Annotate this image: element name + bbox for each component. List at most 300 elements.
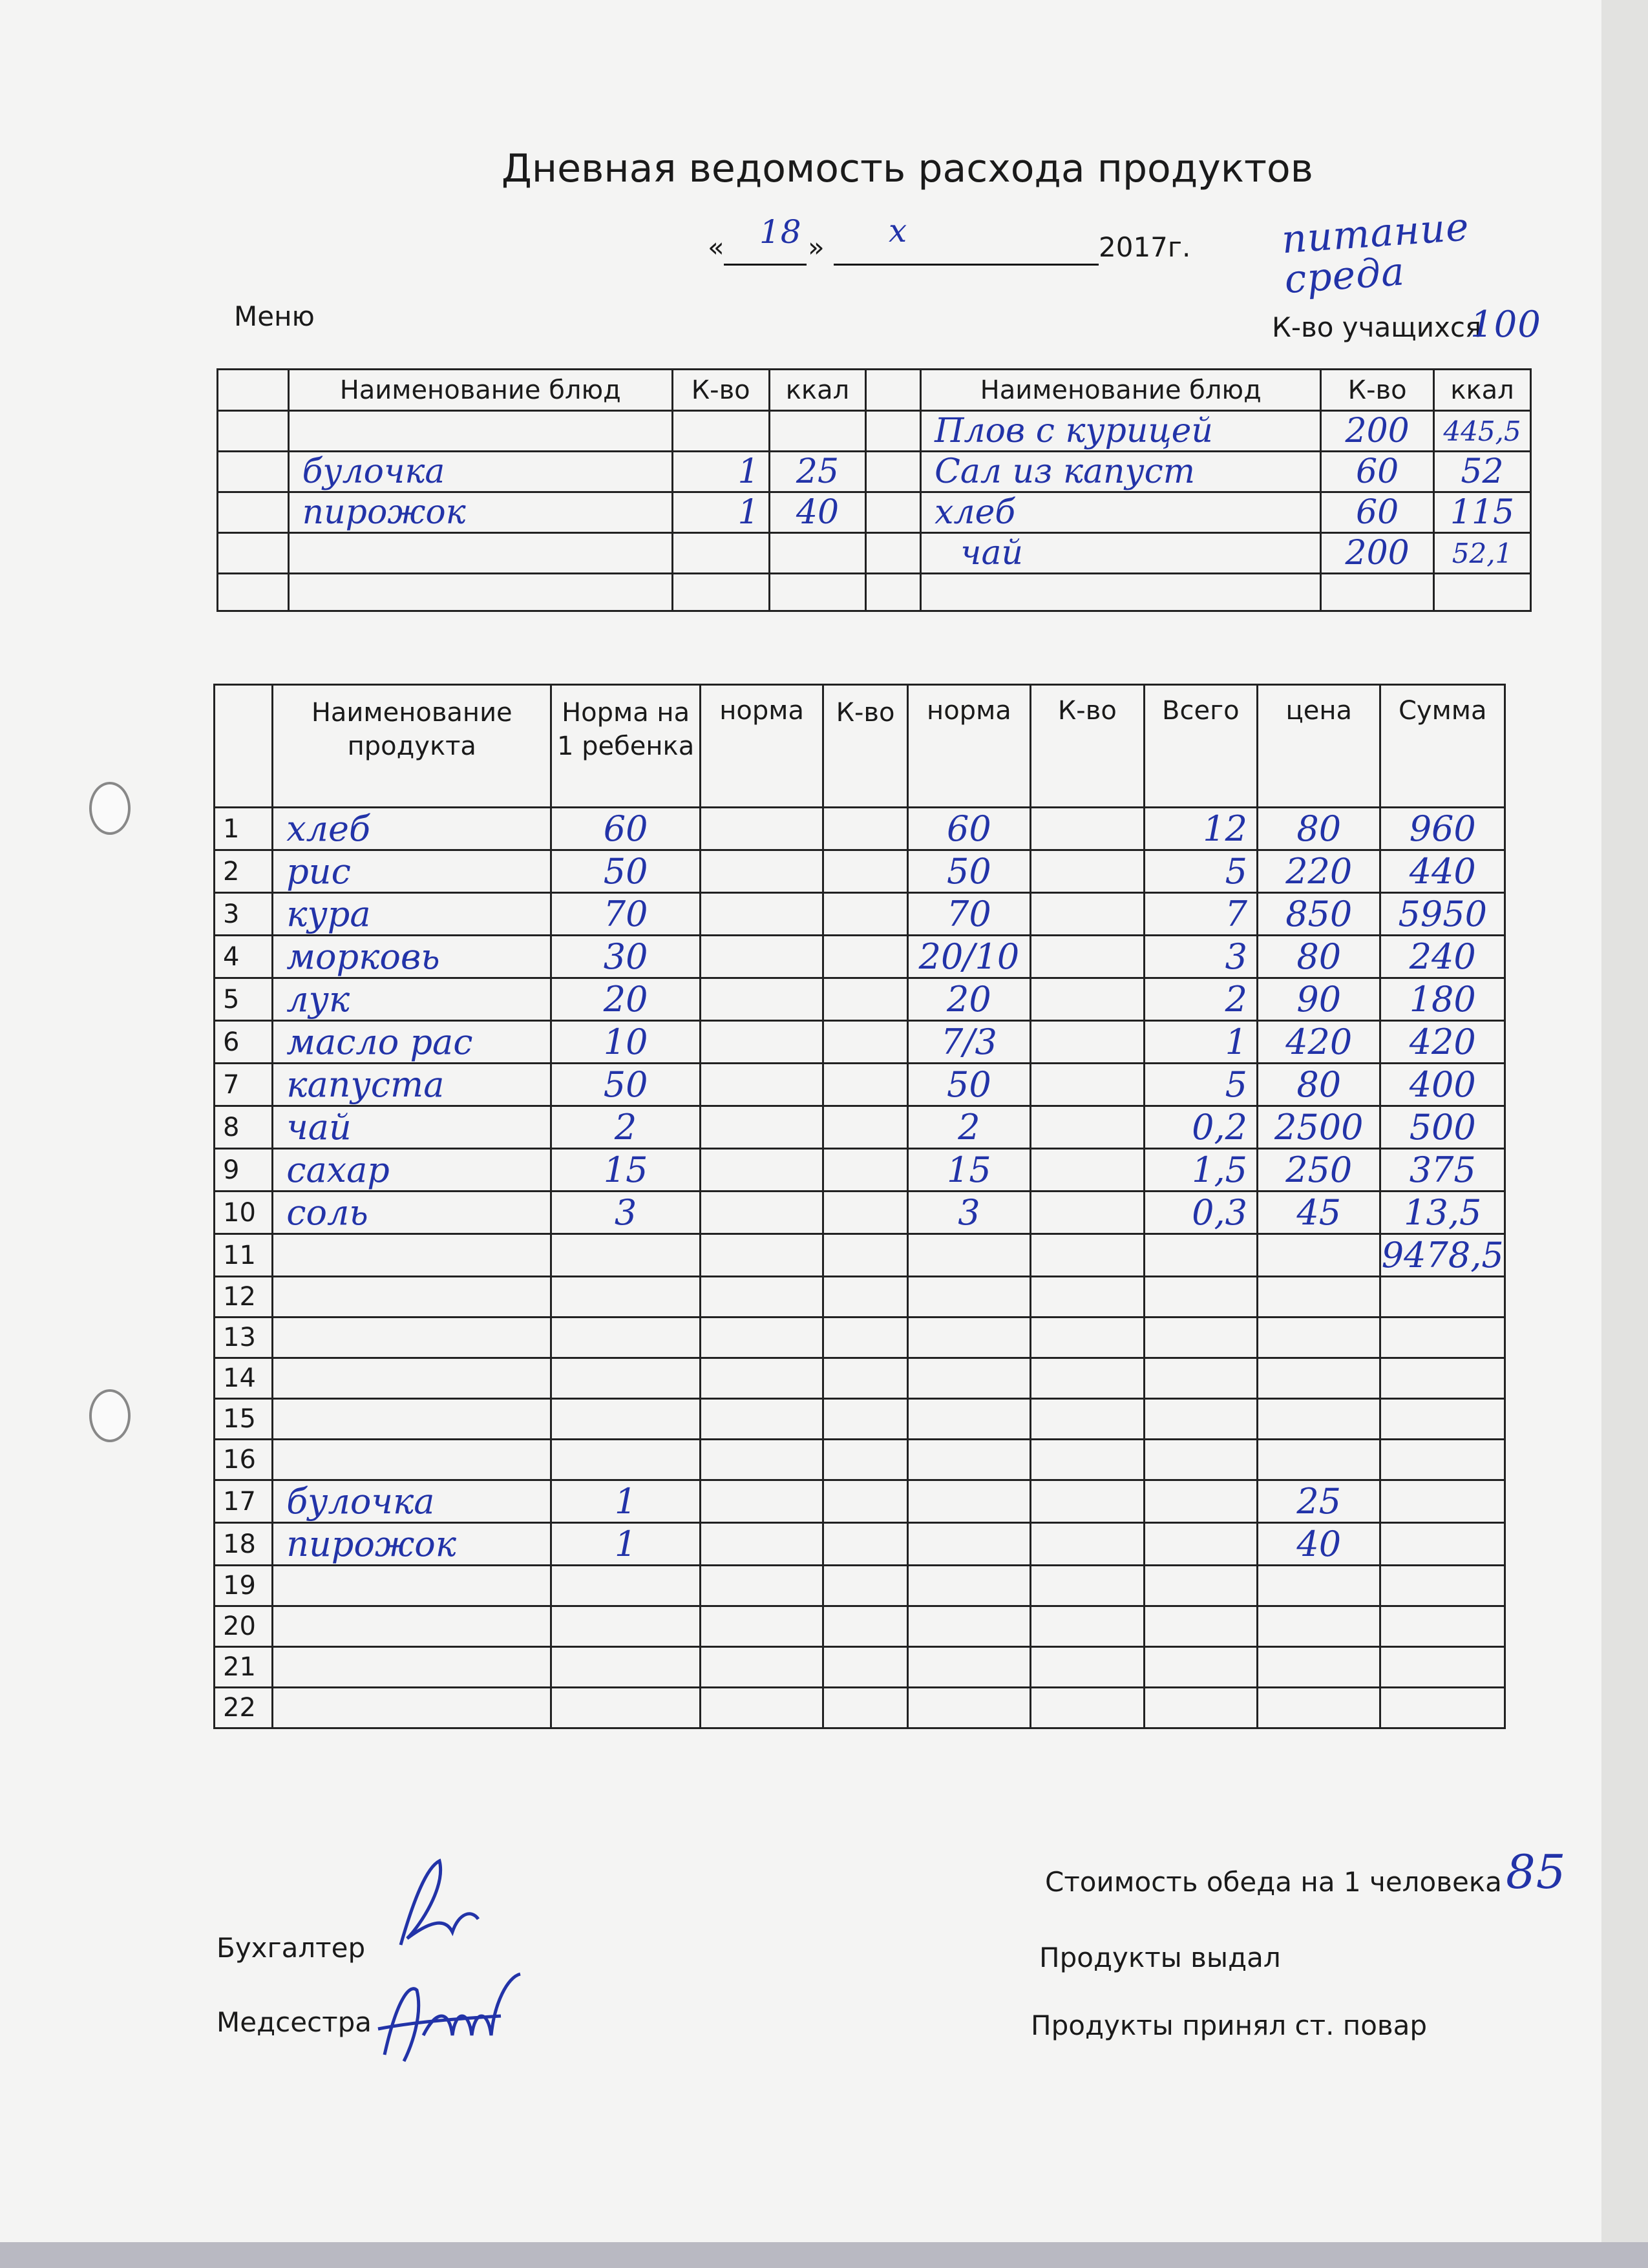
- qty-2: [1031, 1064, 1144, 1106]
- qty-1: [823, 1021, 907, 1064]
- qty-2: [1031, 850, 1144, 893]
- qty-1: [823, 1234, 907, 1277]
- products-header-product: Наименование продукта: [273, 685, 551, 808]
- sum: [1380, 1358, 1505, 1399]
- price: [1258, 1606, 1380, 1647]
- menu-row: [218, 492, 1531, 533]
- price: 45: [1258, 1192, 1380, 1234]
- sum: [1380, 1523, 1505, 1566]
- qty-2: [1031, 978, 1144, 1021]
- norm-2: [907, 1606, 1030, 1647]
- qty-1: [823, 1358, 907, 1399]
- product-name: соль: [273, 1192, 551, 1234]
- menu-dish-right: хлеб: [921, 492, 1321, 533]
- total: 5: [1144, 1064, 1257, 1106]
- total: 5: [1144, 850, 1257, 893]
- menu-row: [218, 411, 1531, 452]
- issued-label: Продукты выдал: [1039, 1942, 1281, 1973]
- menu-qty-right: 60: [1321, 492, 1434, 533]
- sum: 375: [1380, 1149, 1505, 1192]
- total: 1: [1144, 1021, 1257, 1064]
- menu-header-kcal-left: ккал: [769, 370, 866, 411]
- price: [1258, 1277, 1380, 1318]
- qty-1: [823, 936, 907, 978]
- row-number: 5: [215, 978, 273, 1021]
- product-name: пирожок: [273, 1523, 551, 1566]
- norm-2: 7/3: [907, 1021, 1030, 1064]
- total: [1144, 1358, 1257, 1399]
- products-header-qty-2: К-во: [1031, 685, 1144, 808]
- table-row: [215, 850, 1505, 893]
- menu-row-index: [218, 492, 289, 533]
- qty-1: [823, 1480, 907, 1523]
- price: [1258, 1647, 1380, 1688]
- menu-header-row: [218, 370, 1531, 411]
- menu-dish-right: Плов с курицей: [921, 411, 1321, 452]
- table-row: [215, 808, 1505, 850]
- date-day: 18: [759, 213, 802, 251]
- qty-2: [1031, 1480, 1144, 1523]
- menu-row: [218, 533, 1531, 574]
- norm-2: [907, 1440, 1030, 1480]
- norm-2: 20/10: [907, 936, 1030, 978]
- sum: [1380, 1480, 1505, 1523]
- norm-1: [700, 1021, 823, 1064]
- table-row: [215, 1566, 1505, 1606]
- qty-2: [1031, 1566, 1144, 1606]
- table-row: [215, 1480, 1505, 1523]
- qty-1: [823, 1064, 907, 1106]
- price: 850: [1258, 893, 1380, 936]
- date-quote-close: »: [808, 231, 825, 263]
- top-right-note: питание среда: [1280, 204, 1471, 303]
- students-count: 100: [1470, 304, 1541, 346]
- norm-per-child: 1: [551, 1523, 701, 1566]
- norm-2: [907, 1318, 1030, 1358]
- sum: [1380, 1688, 1505, 1728]
- norm-2: 2: [907, 1106, 1030, 1149]
- total: [1144, 1606, 1257, 1647]
- total: [1144, 1399, 1257, 1440]
- product-name: [273, 1318, 551, 1358]
- norm-per-child: [551, 1606, 701, 1647]
- sum: 9478,5: [1381, 1235, 1504, 1276]
- products-corner-cell: [215, 685, 273, 808]
- norm-2: [907, 1688, 1030, 1728]
- date-month: х: [889, 212, 908, 249]
- scan-bottom-band: [0, 2242, 1648, 2268]
- table-row: [215, 936, 1505, 978]
- table-row: [215, 1358, 1505, 1399]
- date-year: 2017г.: [1099, 231, 1191, 263]
- norm-1: [700, 1318, 823, 1358]
- row-number: 13: [215, 1318, 273, 1358]
- menu-kcal-right: 445,5: [1434, 411, 1531, 452]
- total: [1144, 1234, 1257, 1277]
- row-number: 4: [215, 936, 273, 978]
- products-header-price: цена: [1258, 685, 1380, 808]
- norm-per-child: 1: [551, 1480, 701, 1523]
- qty-1: [823, 1647, 907, 1688]
- product-name: чай: [273, 1106, 551, 1149]
- qty-2: [1031, 1234, 1144, 1277]
- norm-per-child: [551, 1318, 701, 1358]
- total: [1144, 1318, 1257, 1358]
- norm-2: 70: [907, 893, 1030, 936]
- row-number: 22: [215, 1688, 273, 1728]
- norm-per-child: [551, 1647, 701, 1688]
- product-name: [273, 1399, 551, 1440]
- norm-per-child: [551, 1277, 701, 1318]
- table-row: [215, 1277, 1505, 1318]
- norm-1: [700, 1399, 823, 1440]
- sum: 960: [1380, 808, 1505, 850]
- norm-per-child: 70: [551, 893, 701, 936]
- total: 3: [1144, 936, 1257, 978]
- price: 250: [1258, 1149, 1380, 1192]
- menu-gap-cell: [866, 492, 921, 533]
- norm-2: [907, 1647, 1030, 1688]
- menu-qty-right: 200: [1321, 533, 1434, 574]
- row-number: 14: [215, 1358, 273, 1399]
- menu-header-name-left: Наименование блюд: [288, 370, 672, 411]
- total: [1144, 1566, 1257, 1606]
- menu-dish-left: пирожок: [288, 492, 672, 533]
- menu-gap-cell: [866, 411, 921, 452]
- table-row: [215, 1318, 1505, 1358]
- norm-per-child: 2: [551, 1106, 701, 1149]
- date-month-line: [834, 233, 1099, 266]
- sum: [1380, 1399, 1505, 1440]
- products-body: [215, 808, 1505, 1728]
- norm-per-child: [551, 1399, 701, 1440]
- total: [1144, 1647, 1257, 1688]
- menu-kcal-right: 115: [1434, 492, 1531, 533]
- menu-kcal-left: [769, 533, 866, 574]
- product-name: капуста: [273, 1064, 551, 1106]
- menu-header-qty-left: К-во: [672, 370, 769, 411]
- price: 2500: [1258, 1106, 1380, 1149]
- sum: [1380, 1566, 1505, 1606]
- norm-1: [700, 1480, 823, 1523]
- menu-dish-right: [921, 574, 1321, 611]
- price: [1258, 1566, 1380, 1606]
- menu-qty-right: 200: [1321, 411, 1434, 452]
- norm-1: [700, 1566, 823, 1606]
- sum: 420: [1380, 1021, 1505, 1064]
- students-label: К-во учащихся: [1272, 311, 1482, 343]
- qty-2: [1031, 808, 1144, 850]
- table-row: [215, 1688, 1505, 1728]
- table-row: [215, 1064, 1505, 1106]
- product-name: хлеб: [273, 808, 551, 850]
- norm-1: [700, 1606, 823, 1647]
- norm-per-child: 10: [551, 1021, 701, 1064]
- row-number: 7: [215, 1064, 273, 1106]
- menu-qty-right: 60: [1321, 452, 1434, 492]
- qty-1: [823, 1688, 907, 1728]
- total: 1,5: [1144, 1149, 1257, 1192]
- table-row: [215, 1234, 1505, 1277]
- norm-1: [700, 1064, 823, 1106]
- qty-1: [823, 1106, 907, 1149]
- norm-1: [700, 936, 823, 978]
- menu-dish-right: чай: [921, 533, 1321, 574]
- norm-2: 60: [907, 808, 1030, 850]
- table-row: [215, 1399, 1505, 1440]
- menu-kcal-right: [1434, 574, 1531, 611]
- sum: 5950: [1380, 893, 1505, 936]
- norm-2: [907, 1277, 1030, 1318]
- qty-2: [1031, 893, 1144, 936]
- products-header-norm-child: Норма на 1 ребенка: [551, 685, 701, 808]
- price: [1258, 1688, 1380, 1728]
- total: [1144, 1523, 1257, 1566]
- table-row: [215, 1606, 1505, 1647]
- row-number: 8: [215, 1106, 273, 1149]
- sum: [1380, 1318, 1505, 1358]
- qty-2: [1031, 1106, 1144, 1149]
- table-row: [215, 893, 1505, 936]
- qty-2: [1031, 1358, 1144, 1399]
- qty-1: [823, 978, 907, 1021]
- menu-row-index: [218, 411, 289, 452]
- table-row: [215, 1021, 1505, 1064]
- table-row: [215, 1192, 1505, 1234]
- norm-2: 50: [907, 850, 1030, 893]
- product-name: рис: [273, 850, 551, 893]
- qty-2: [1031, 1192, 1144, 1234]
- price: 80: [1258, 1064, 1380, 1106]
- price: 420: [1258, 1021, 1380, 1064]
- product-name: сахар: [273, 1149, 551, 1192]
- norm-2: 15: [907, 1149, 1030, 1192]
- price: [1258, 1358, 1380, 1399]
- menu-qty-left: [672, 574, 769, 611]
- price: 90: [1258, 978, 1380, 1021]
- qty-2: [1031, 1277, 1144, 1318]
- row-number: 2: [215, 850, 273, 893]
- lunch-cost-label: Стоимость обеда на 1 человека: [1045, 1866, 1502, 1898]
- row-number: 3: [215, 893, 273, 936]
- nurse-label: Медсестра: [217, 2006, 372, 2038]
- products-header-total: Всего: [1144, 685, 1257, 808]
- qty-1: [823, 1277, 907, 1318]
- menu-qty-left: [672, 411, 769, 452]
- menu-header-kcal-right: ккал: [1434, 370, 1531, 411]
- row-number: 17: [215, 1480, 273, 1523]
- qty-1: [823, 893, 907, 936]
- norm-2: [907, 1480, 1030, 1523]
- qty-2: [1031, 1440, 1144, 1480]
- sum: 440: [1380, 850, 1505, 893]
- total: 7: [1144, 893, 1257, 936]
- norm-per-child: 15: [551, 1149, 701, 1192]
- row-number: 18: [215, 1523, 273, 1566]
- sum: [1380, 1440, 1505, 1480]
- sum: [1380, 1647, 1505, 1688]
- products-table: [213, 684, 1506, 1729]
- norm-1: [700, 1440, 823, 1480]
- menu-row-index: [218, 574, 289, 611]
- punch-hole: [89, 782, 131, 835]
- norm-1: [700, 850, 823, 893]
- row-number: 21: [215, 1647, 273, 1688]
- menu-label: Меню: [234, 300, 315, 332]
- products-header-sum: Сумма: [1380, 685, 1505, 808]
- norm-1: [700, 808, 823, 850]
- norm-2: [907, 1234, 1030, 1277]
- lunch-cost-value: 85: [1506, 1845, 1567, 1899]
- total: 0,3: [1144, 1192, 1257, 1234]
- price: 40: [1258, 1523, 1380, 1566]
- qty-1: [823, 1149, 907, 1192]
- menu-gap-cell: [866, 370, 921, 411]
- products-header-norm-1: норма: [700, 685, 823, 808]
- menu-row: [218, 574, 1531, 611]
- sum: 400: [1380, 1064, 1505, 1106]
- menu-qty-right: [1321, 574, 1434, 611]
- product-name: кура: [273, 893, 551, 936]
- price: 80: [1258, 808, 1380, 850]
- row-number: 6: [215, 1021, 273, 1064]
- norm-per-child: [551, 1566, 701, 1606]
- products-header-qty-1: К-во: [823, 685, 907, 808]
- qty-2: [1031, 1318, 1144, 1358]
- norm-per-child: [551, 1688, 701, 1728]
- menu-kcal-right: 52,1: [1434, 533, 1531, 574]
- received-label: Продукты принял ст. повар: [1031, 2010, 1428, 2041]
- norm-1: [700, 1234, 823, 1277]
- qty-2: [1031, 1606, 1144, 1647]
- table-row: [215, 1149, 1505, 1192]
- norm-1: [700, 1192, 823, 1234]
- product-name: [273, 1358, 551, 1399]
- menu-kcal-right: 52: [1434, 452, 1531, 492]
- qty-2: [1031, 1647, 1144, 1688]
- product-name: [273, 1566, 551, 1606]
- norm-1: [700, 893, 823, 936]
- qty-1: [823, 1440, 907, 1480]
- menu-dish-left: булочка: [288, 452, 672, 492]
- norm-1: [700, 1523, 823, 1566]
- table-row: [215, 978, 1505, 1021]
- row-number: 9: [215, 1149, 273, 1192]
- norm-per-child: [551, 1234, 701, 1277]
- norm-per-child: 50: [551, 1064, 701, 1106]
- menu-gap-cell: [866, 452, 921, 492]
- table-row: [215, 1440, 1505, 1480]
- product-name: морковь: [273, 936, 551, 978]
- sum: 180: [1380, 978, 1505, 1021]
- norm-2: 3: [907, 1192, 1030, 1234]
- norm-1: [700, 1106, 823, 1149]
- price: [1258, 1440, 1380, 1480]
- menu-gap-cell: [866, 533, 921, 574]
- total: [1144, 1440, 1257, 1480]
- product-name: булочка: [273, 1480, 551, 1523]
- qty-2: [1031, 1688, 1144, 1728]
- sum: 500: [1380, 1106, 1505, 1149]
- qty-1: [823, 1399, 907, 1440]
- menu-kcal-left: 25: [769, 452, 866, 492]
- sum: [1380, 1277, 1505, 1318]
- menu-dish-left: [288, 574, 672, 611]
- total: 12: [1144, 808, 1257, 850]
- products-header-row: [215, 685, 1505, 808]
- qty-2: [1031, 1021, 1144, 1064]
- qty-1: [823, 808, 907, 850]
- qty-2: [1031, 1399, 1144, 1440]
- table-row: [215, 1523, 1505, 1566]
- product-name: [273, 1440, 551, 1480]
- menu-qty-left: 1: [672, 492, 769, 533]
- qty-1: [823, 850, 907, 893]
- product-name: [273, 1606, 551, 1647]
- menu-table: [217, 368, 1532, 612]
- row-number: 20: [215, 1606, 273, 1647]
- scan-page-edge: [1601, 0, 1648, 2268]
- norm-per-child: 30: [551, 936, 701, 978]
- qty-2: [1031, 1149, 1144, 1192]
- product-name: [273, 1277, 551, 1318]
- norm-2: [907, 1566, 1030, 1606]
- norm-2: [907, 1399, 1030, 1440]
- punch-hole: [89, 1389, 131, 1442]
- qty-1: [823, 1566, 907, 1606]
- qty-1: [823, 1523, 907, 1566]
- product-name: лук: [273, 978, 551, 1021]
- price: 25: [1258, 1480, 1380, 1523]
- qty-2: [1031, 936, 1144, 978]
- total: [1144, 1688, 1257, 1728]
- product-name: [273, 1234, 551, 1277]
- menu-corner-cell: [218, 370, 289, 411]
- accountant-signature: [381, 1848, 485, 1958]
- norm-1: [700, 1647, 823, 1688]
- price: 80: [1258, 936, 1380, 978]
- total: [1144, 1480, 1257, 1523]
- menu-qty-left: [672, 533, 769, 574]
- menu-kcal-left: [769, 411, 866, 452]
- menu-dish-right: Сал из капуст: [921, 452, 1321, 492]
- product-name: масло рас: [273, 1021, 551, 1064]
- menu-gap-cell: [866, 574, 921, 611]
- norm-per-child: 20: [551, 978, 701, 1021]
- menu-qty-left: 1: [672, 452, 769, 492]
- table-row: [215, 1647, 1505, 1688]
- norm-2: 50: [907, 1064, 1030, 1106]
- menu-row-index: [218, 533, 289, 574]
- row-number: 15: [215, 1399, 273, 1440]
- nurse-signature: [372, 1958, 540, 2074]
- sum: 240: [1380, 936, 1505, 978]
- row-number: 12: [215, 1277, 273, 1318]
- norm-2: [907, 1358, 1030, 1399]
- qty-1: [823, 1606, 907, 1647]
- price: [1258, 1234, 1380, 1277]
- norm-1: [700, 978, 823, 1021]
- qty-1: [823, 1192, 907, 1234]
- norm-2: [907, 1523, 1030, 1566]
- norm-per-child: 60: [551, 808, 701, 850]
- menu-header-name-right: Наименование блюд: [921, 370, 1321, 411]
- row-number: 19: [215, 1566, 273, 1606]
- sum: [1380, 1606, 1505, 1647]
- total: 2: [1144, 978, 1257, 1021]
- price: [1258, 1318, 1380, 1358]
- norm-1: [700, 1358, 823, 1399]
